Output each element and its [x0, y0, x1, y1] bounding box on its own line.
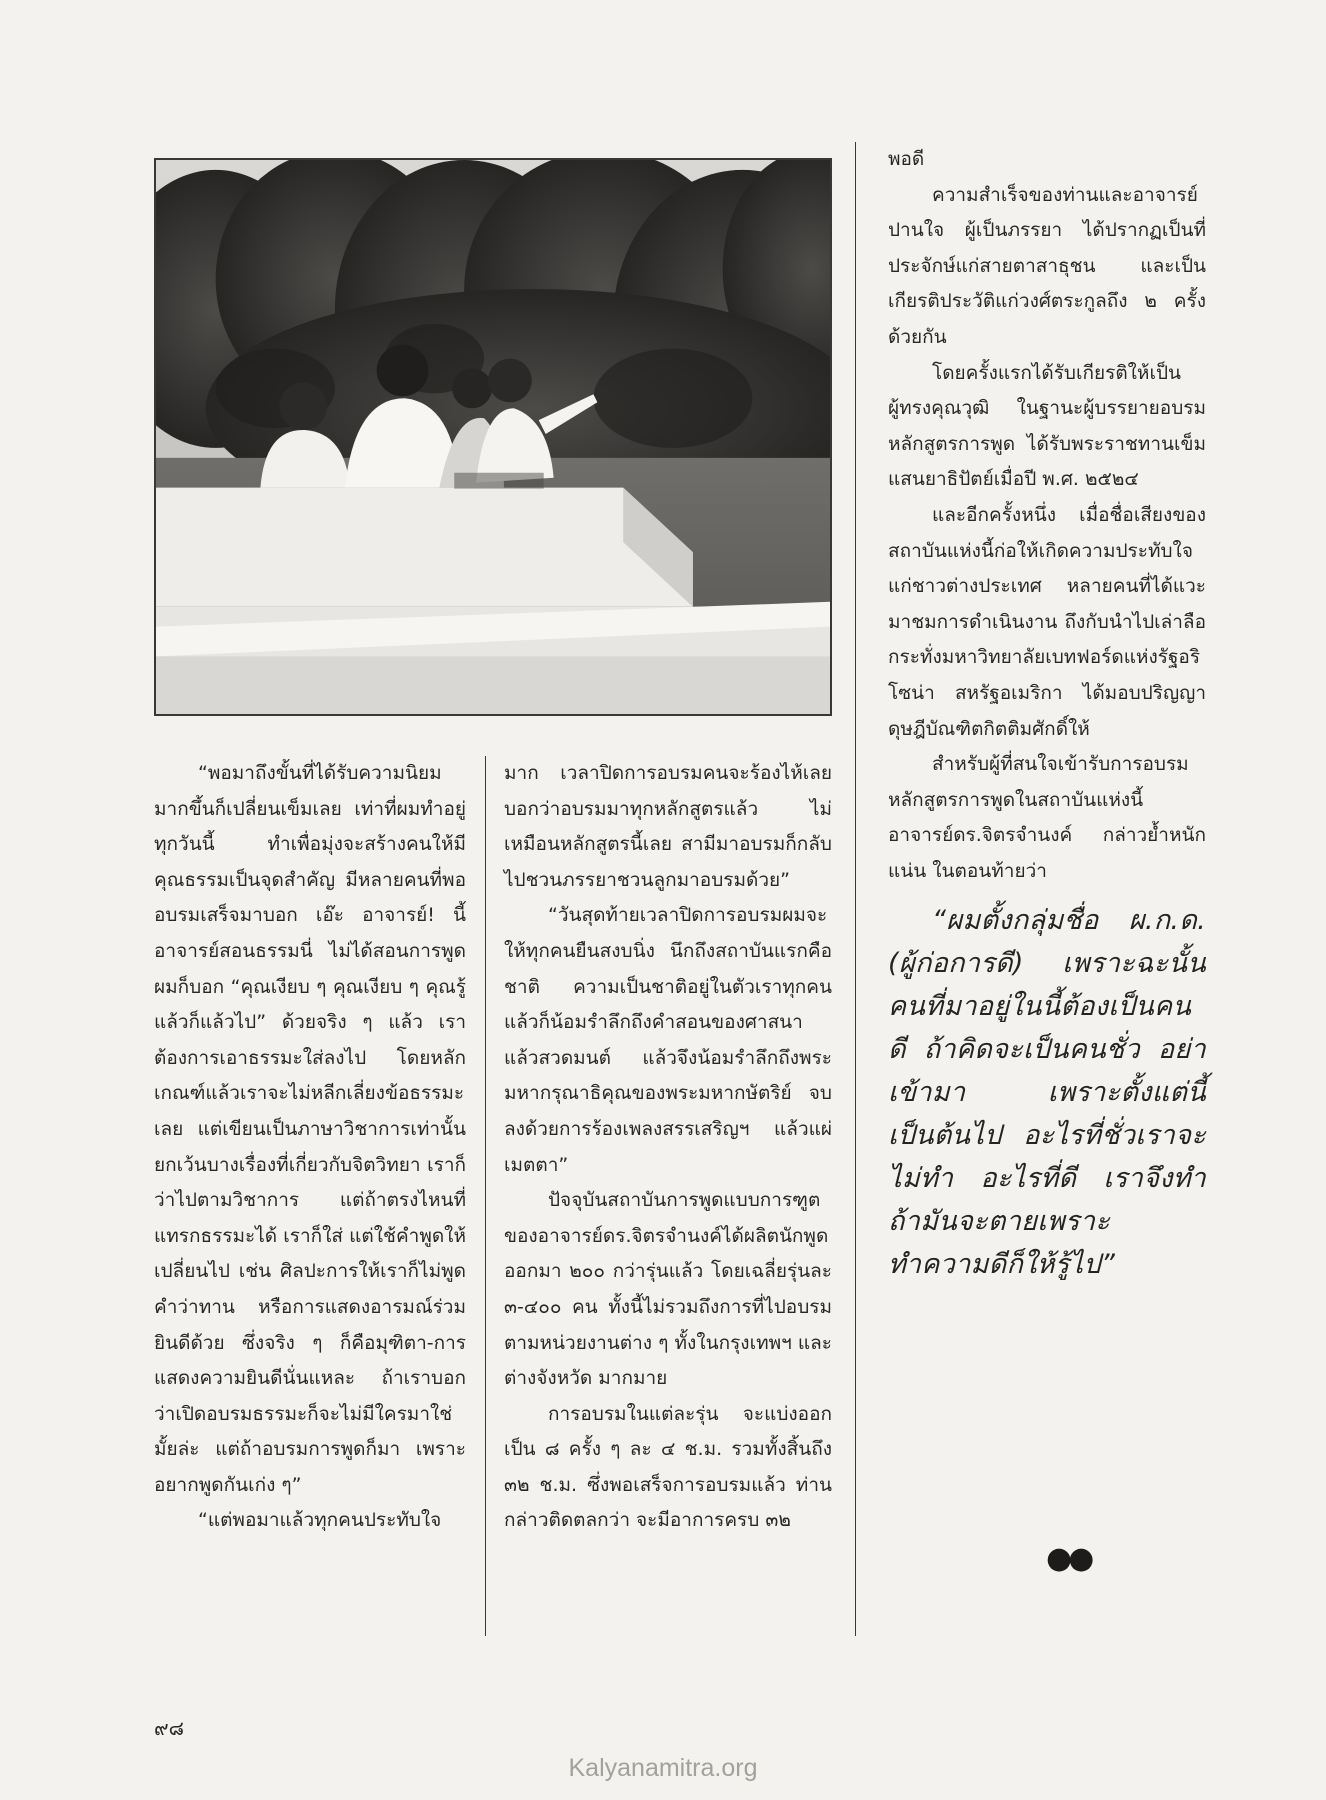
paragraph: การอบรมในแต่ละรุ่น จะแบ่งออกเป็น ๘ ครั้ง ๆ ละ ๔ ช.ม. รวมทั้งสิ้นถึง ๓๒ ช.ม. ซึ่งพอเสร็จการอบรมแล้ว ท่านกล่าวติดตลกว่า จะมีอาการครบ ๓๒: [504, 1402, 832, 1532]
article-column-1: [154, 756, 466, 1539]
paragraph: ความสำเร็จของท่านและอาจารย์ปานใจ ผู้เป็นภรรยา ได้ปรากฏเป็นที่ประจักษ์แก่สายตาสาธุชน และเป็นเกียรติประวัติแก่วงศ์ตระกูลถึง ๒ ครั้งด้วยกัน: [888, 183, 1206, 348]
article-column-3: [888, 142, 1206, 1286]
paragraph: โดยครั้งแรกได้รับเกียรติให้เป็นผู้ทรงคุณวุฒิ ในฐานะผู้บรรยายอบรมหลักสูตรการพูด ได้รับพระราชทานเข็มแสนยาธิปัตย์เมื่อปี พ.ศ. ๒๕๒๔: [888, 361, 1206, 491]
paragraph: พอดี: [888, 148, 925, 170]
end-mark: ●●: [1046, 1541, 1091, 1576]
paragraph: “แต่พอมาแล้วทุกคนประทับใจ: [198, 1509, 442, 1532]
photo-image: [156, 160, 830, 714]
page-number: ๙๘: [154, 1716, 185, 1740]
column-divider: [855, 142, 856, 1636]
paragraph: ปัจจุบันสถาบันการพูดแบบการฑูตของอาจารย์ดร.จิตรจำนงค์ได้ผลิตนักพูดออกมา ๒๐๐ กว่ารุ่นแล้ว โดยเฉลี่ยรุ่นละ ๓-๔๐๐ คน ทั้งนี้ไม่รวมถึงการที่ไปอบรมตามหน่วยงานต่าง ๆ ทั้งในกรุงเทพฯ และต่างจังหวัด มากมาย: [504, 1189, 832, 1390]
pull-quote: “ผมตั้งกลุ่มชื่อ ผ.ก.ด. (ผู้ก่อการดี) เพราะฉะนั้นคนที่มาอยู่ในนี้ต้องเป็นคนดี ถ้าคิดจะเป็นคนชั่ว อย่าเข้ามา เพราะตั้งแต่นี้เป็นต้นไป อะไรที่ชั่วเราจะไม่ทำ อะไรที่ดี เราจึงทำ ถ้ามันจะตายเพราะทำความดีก็ให้รู้ไป”: [888, 905, 1206, 1281]
photo-people-at-railing: [154, 158, 832, 716]
paragraph: “วันสุดท้ายเวลาปิดการอบรมผมจะให้ทุกคนยืนสงบนิ่ง นึกถึงสถาบันแรกคือชาติ ความเป็นชาติอยู่ในตัวเราทุกคน แล้วก็น้อมรำลึกถึงคำสอนของศาสนา แล้วสวดมนต์ แล้วจึงน้อมรำลึกถึงพระมหากรุณาธิคุณของพระมหากษัตริย์ จบลงด้วยการร้องเพลงสรรเสริญฯ แล้วแผ่เมตตา”: [504, 904, 832, 1176]
paragraph: “พอมาถึงขั้นที่ได้รับความนิยมมากขึ้นก็เปลี่ยนเข็มเลย เท่าที่ผมทำอยู่ทุกวันนี้ ทำเพื่อมุ่งจะสร้างคนให้มีคุณธรรมเป็นจุดสำคัญ มีหลายคนที่พออบรมเสร็จมาบอก เอ๊ะ อาจารย์! นี้อาจารย์สอนธรรมนี่ ไม่ได้สอนการพูด ผมก็บอก “คุณเงียบ ๆ คุณเงียบ ๆ คุณรู้แล้วก็แล้วไป” ด้วยจริง ๆ แล้ว เราต้องการเอาธรรมะใส่ลงไป โดยหลักเกณฑ์แล้วเราจะไม่หลีกเลี่ยงข้อธรรมะเลย แต่เขียนเป็นภาษาวิชาการเท่านั้น ยกเว้นบางเรื่องที่เกี่ยวกับจิตวิทยา เราก็ว่าไปตามวิชาการ แต่ถ้าตรงไหนที่แทรกธรรมะได้ เราก็ใส่ แต่ใช้คำพูดให้เปลี่ยนไป เช่น ศิลปะการให้เราก็ไม่พูดคำว่าทาน หรือการแสดงอารมณ์ร่วมยินดีด้วย ซึ่งจริง ๆ ก็คือมุฑิตา-การแสดงความยินดีนั่นแหละ ถ้าเราบอกว่าเปิดอบรมธรรมะก็จะไม่มีใครมาใช่มั้ยล่ะ แต่ถ้าอบรมการพูดก็มา เพราะอยากพูดกันเก่ง ๆ”: [154, 762, 466, 1496]
paragraph: สำหรับผู้ที่สนใจเข้ารับการอบรมหลักสูตรการพูดในสถาบันแห่งนี้อาจารย์ดร.จิตรจำนงค์ กล่าวย้ำหนักแน่น ในตอนท้ายว่า: [888, 753, 1206, 882]
article-column-2: [504, 756, 832, 1539]
watermark: Kalyanamitra.org: [568, 1754, 758, 1782]
paragraph: มาก เวลาปิดการอบรมคนจะร้องไห้เลย บอกว่าอบรมมาทุกหลักสูตรแล้ว ไม่เหมือนหลักสูตรนี้เลย สามีมาอบรมก็กลับไปชวนภรรยาชวนลูกมาอบรมด้วย”: [504, 762, 832, 891]
column-divider: [485, 756, 486, 1636]
paragraph: และอีกครั้งหนึ่ง เมื่อชื่อเสียงของสถาบันแห่งนี้ก่อให้เกิดความประทับใจแก่ชาวต่างประเทศ หลายคนที่ได้แวะมาชมการดำเนินงาน ถึงกับนำไปเล่าลือกระทั่งมหาวิทยาลัยเบทฟอร์ดแห่งรัฐอริโซน่า สหรัฐอเมริกา ได้มอบปริญญาดุษฎีบัณฑิตกิตติมศักดิ์ให้: [888, 503, 1206, 740]
